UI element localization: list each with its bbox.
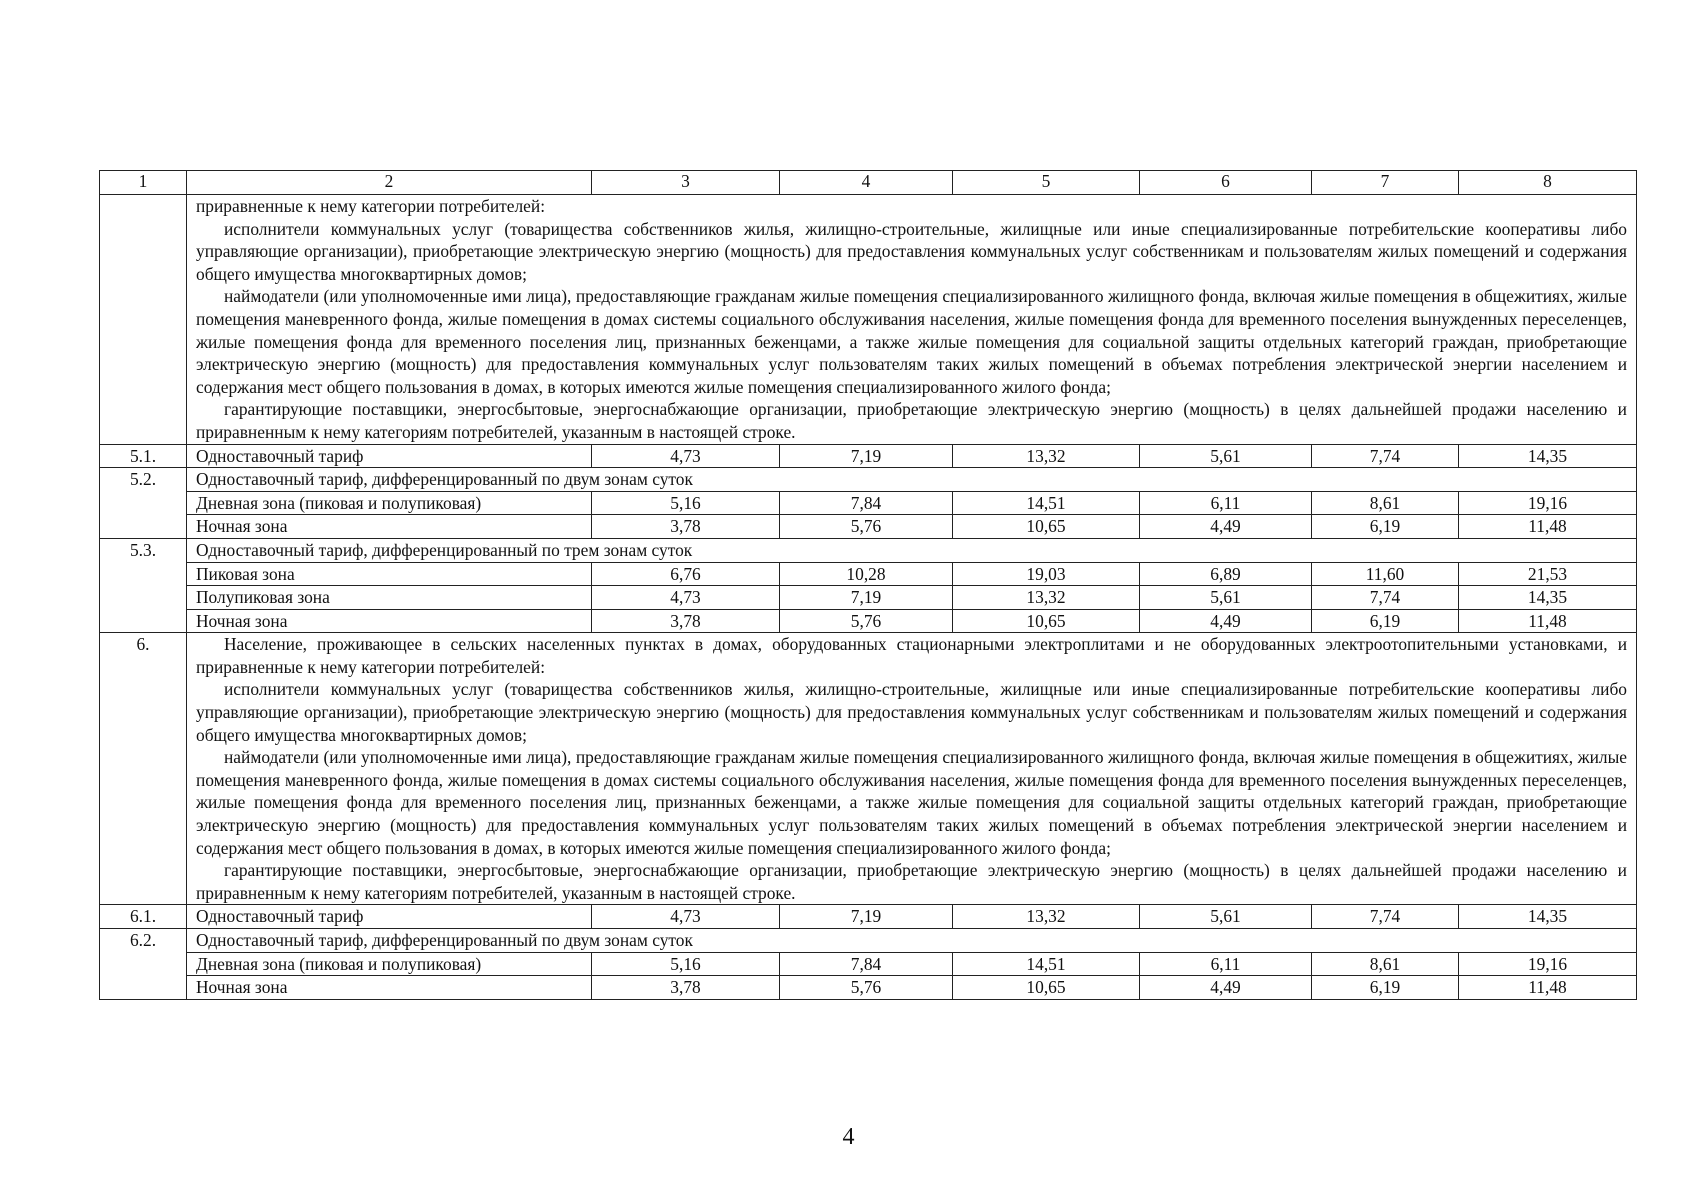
tariff-name: Ночная зона (187, 609, 592, 633)
tariff-value: 6,89 (1140, 562, 1312, 586)
tariff-value: 14,35 (1459, 444, 1637, 468)
tariff-value: 10,65 (953, 609, 1140, 633)
table-row (100, 609, 1637, 633)
row-number: 5.3. (100, 538, 187, 632)
table-row (100, 976, 1637, 1000)
tariff-value: 4,73 (592, 444, 780, 468)
tariff-section-title: Одноставочный тариф, дифференцированный по двум зонам суток (187, 929, 1637, 953)
table-row (100, 468, 1637, 492)
tariff-value: 3,78 (592, 515, 780, 539)
table-row (100, 952, 1637, 976)
tariff-value: 10,28 (780, 562, 953, 586)
column-header: 1 (100, 171, 187, 195)
consumer-category-description (187, 633, 1637, 905)
table-row (100, 562, 1637, 586)
description-paragraph: гарантирующие поставщики, энергосбытовые, энергоснабжающие организации, приобретающие электрическую энергию (мощность) в целях дальнейшей продажи населению и приравненным к нему категориям потребителей, указанным в настоящей строке. (196, 399, 1627, 442)
tariff-value: 13,32 (953, 444, 1140, 468)
tariff-value: 5,76 (780, 515, 953, 539)
tariff-value: 8,61 (1312, 491, 1459, 515)
tariff-value: 11,48 (1459, 976, 1637, 1000)
table-row (100, 929, 1637, 953)
tariff-value: 5,61 (1140, 586, 1312, 610)
column-header: 2 (187, 171, 592, 195)
tariff-name: Одноставочный тариф (187, 905, 592, 929)
description-paragraph: исполнители коммунальных услуг (товарищества собственников жилья, жилищно-строительные, жилищные или иные специализированные потребительские кооперативы либо управляющие организации), приобретающие электрическую энергию (мощность) для предоставления коммунальных услуг собственникам и пользователям жилых помещений и содержания общего имущества многоквартирных домов; (196, 218, 1627, 284)
tariff-name: Пиковая зона (187, 562, 592, 586)
tariff-value: 10,65 (953, 976, 1140, 1000)
table-row (100, 905, 1637, 929)
tariff-value: 14,51 (953, 491, 1140, 515)
table-row (100, 515, 1637, 539)
table-row (100, 491, 1637, 515)
tariff-value: 7,19 (780, 586, 953, 610)
tariff-value: 4,73 (592, 905, 780, 929)
column-header: 4 (780, 171, 953, 195)
tariff-value: 6,19 (1312, 515, 1459, 539)
tariff-value: 7,74 (1312, 444, 1459, 468)
tariff-value: 14,35 (1459, 586, 1637, 610)
tariff-value: 5,61 (1140, 905, 1312, 929)
tariff-section-title: Одноставочный тариф, дифференцированный по трем зонам суток (187, 538, 1637, 562)
page-number: 4 (842, 1124, 855, 1150)
table-row (100, 633, 1637, 905)
tariff-value: 11,48 (1459, 609, 1637, 633)
tariff-table (99, 170, 1637, 1000)
tariff-value: 19,16 (1459, 491, 1637, 515)
tariff-value: 3,78 (592, 609, 780, 633)
tariff-value: 4,49 (1140, 609, 1312, 633)
table-row (100, 586, 1637, 610)
column-header: 5 (953, 171, 1140, 195)
tariff-value: 5,61 (1140, 444, 1312, 468)
tariff-name: Одноставочный тариф (187, 444, 592, 468)
tariff-value: 6,11 (1140, 952, 1312, 976)
tariff-name: Дневная зона (пиковая и полупиковая) (187, 491, 592, 515)
tariff-value: 14,35 (1459, 905, 1637, 929)
column-header: 8 (1459, 171, 1637, 195)
tariff-value: 19,16 (1459, 952, 1637, 976)
description-paragraph: Население, проживающее в сельских населенных пунктах в домах, оборудованных стационарными электроплитами и не оборудованных электроотопительными установками, и приравненные к нему категории потребителей: (196, 634, 1627, 677)
row-number: 6.2. (100, 929, 187, 1000)
tariff-value: 4,73 (592, 586, 780, 610)
tariff-value: 11,60 (1312, 562, 1459, 586)
row-number: 5.2. (100, 468, 187, 539)
table-row (100, 444, 1637, 468)
tariff-value: 11,48 (1459, 515, 1637, 539)
tariff-value: 7,19 (780, 444, 953, 468)
row-number-cell (100, 195, 187, 445)
tariff-value: 7,84 (780, 952, 953, 976)
description-paragraph: наймодатели (или уполномоченные ими лица), предоставляющие гражданам жилые помещения специализированного жилищного фонда, включая жилые помещения в общежитиях, жилые помещения маневренного фонда, жилые помещения в домах системы социального обслуживания населения, жилые помещения фонда для временного поселения вынужденных переселенцев, жилые помещения фонда для временного поселения лиц, признанных беженцами, а также жилые помещения для социальной защиты отдельных категорий граждан, приобретающие электрическую энергию (мощность) для предоставления коммунальных услуг пользователям таких жилых помещений в объемах потребления электрической энергии населением и содержания мест общего пользования в домах, в которых имеются жилые помещения специализированного жилого фонда; (196, 286, 1627, 397)
tariff-value: 13,32 (953, 586, 1140, 610)
tariff-value: 6,19 (1312, 609, 1459, 633)
tariff-value: 5,76 (780, 976, 953, 1000)
description-paragraph: гарантирующие поставщики, энергосбытовые, энергоснабжающие организации, приобретающие электрическую энергию (мощность) в целях дальнейшей продажи населению и приравненным к нему категориям потребителей, указанным в настоящей строке. (196, 860, 1627, 903)
tariff-value: 7,84 (780, 491, 953, 515)
tariff-value: 6,19 (1312, 976, 1459, 1000)
description-paragraph: исполнители коммунальных услуг (товарищества собственников жилья, жилищно-строительные, жилищные или иные специализированные потребительские кооперативы либо управляющие организации), приобретающие электрическую энергию (мощность) для предоставления коммунальных услуг собственникам и пользователям жилых помещений и содержания общего имущества многоквартирных домов; (196, 679, 1627, 745)
row-number: 5.1. (100, 444, 187, 468)
tariff-name: Ночная зона (187, 976, 592, 1000)
tariff-value: 14,51 (953, 952, 1140, 976)
tariff-value: 6,11 (1140, 491, 1312, 515)
column-header: 7 (1312, 171, 1459, 195)
tariff-value: 5,16 (592, 491, 780, 515)
tariff-value: 10,65 (953, 515, 1140, 539)
tariff-value: 4,49 (1140, 976, 1312, 1000)
row-number: 6. (100, 633, 187, 905)
column-header: 6 (1140, 171, 1312, 195)
tariff-value: 8,61 (1312, 952, 1459, 976)
column-number-header-row (100, 171, 1637, 195)
consumer-category-description (187, 195, 1637, 445)
description-paragraph: наймодатели (или уполномоченные ими лица), предоставляющие гражданам жилые помещения специализированного жилищного фонда, включая жилые помещения в общежитиях, жилые помещения маневренного фонда, жилые помещения в домах системы социального обслуживания населения, жилые помещения фонда для временного поселения вынужденных переселенцев, жилые помещения фонда для временного поселения лиц, признанных беженцами, а также жилые помещения для социальной защиты отдельных категорий граждан, приобретающие электрическую энергию (мощность) для предоставления коммунальных услуг пользователям таких жилых помещений в объемах потребления электрической энергии населением и содержания мест общего пользования в домах, в которых имеются жилые помещения специализированного жилого фонда; (196, 747, 1627, 858)
tariff-value: 7,74 (1312, 586, 1459, 610)
tariff-section-title: Одноставочный тариф, дифференцированный по двум зонам суток (187, 468, 1637, 492)
tariff-value: 7,19 (780, 905, 953, 929)
tariff-value: 13,32 (953, 905, 1140, 929)
tariff-name: Полупиковая зона (187, 586, 592, 610)
table-row (100, 538, 1637, 562)
column-header: 3 (592, 171, 780, 195)
tariff-value: 19,03 (953, 562, 1140, 586)
tariff-value: 5,16 (592, 952, 780, 976)
tariff-value: 7,74 (1312, 905, 1459, 929)
tariff-value: 4,49 (1140, 515, 1312, 539)
continued-description-row (100, 195, 1637, 445)
tariff-value: 3,78 (592, 976, 780, 1000)
tariff-value: 21,53 (1459, 562, 1637, 586)
tariff-value: 6,76 (592, 562, 780, 586)
tariff-value: 5,76 (780, 609, 953, 633)
row-number: 6.1. (100, 905, 187, 929)
tariff-name: Дневная зона (пиковая и полупиковая) (187, 952, 592, 976)
description-paragraph: приравненные к нему категории потребителей: (196, 196, 546, 216)
tariff-name: Ночная зона (187, 515, 592, 539)
